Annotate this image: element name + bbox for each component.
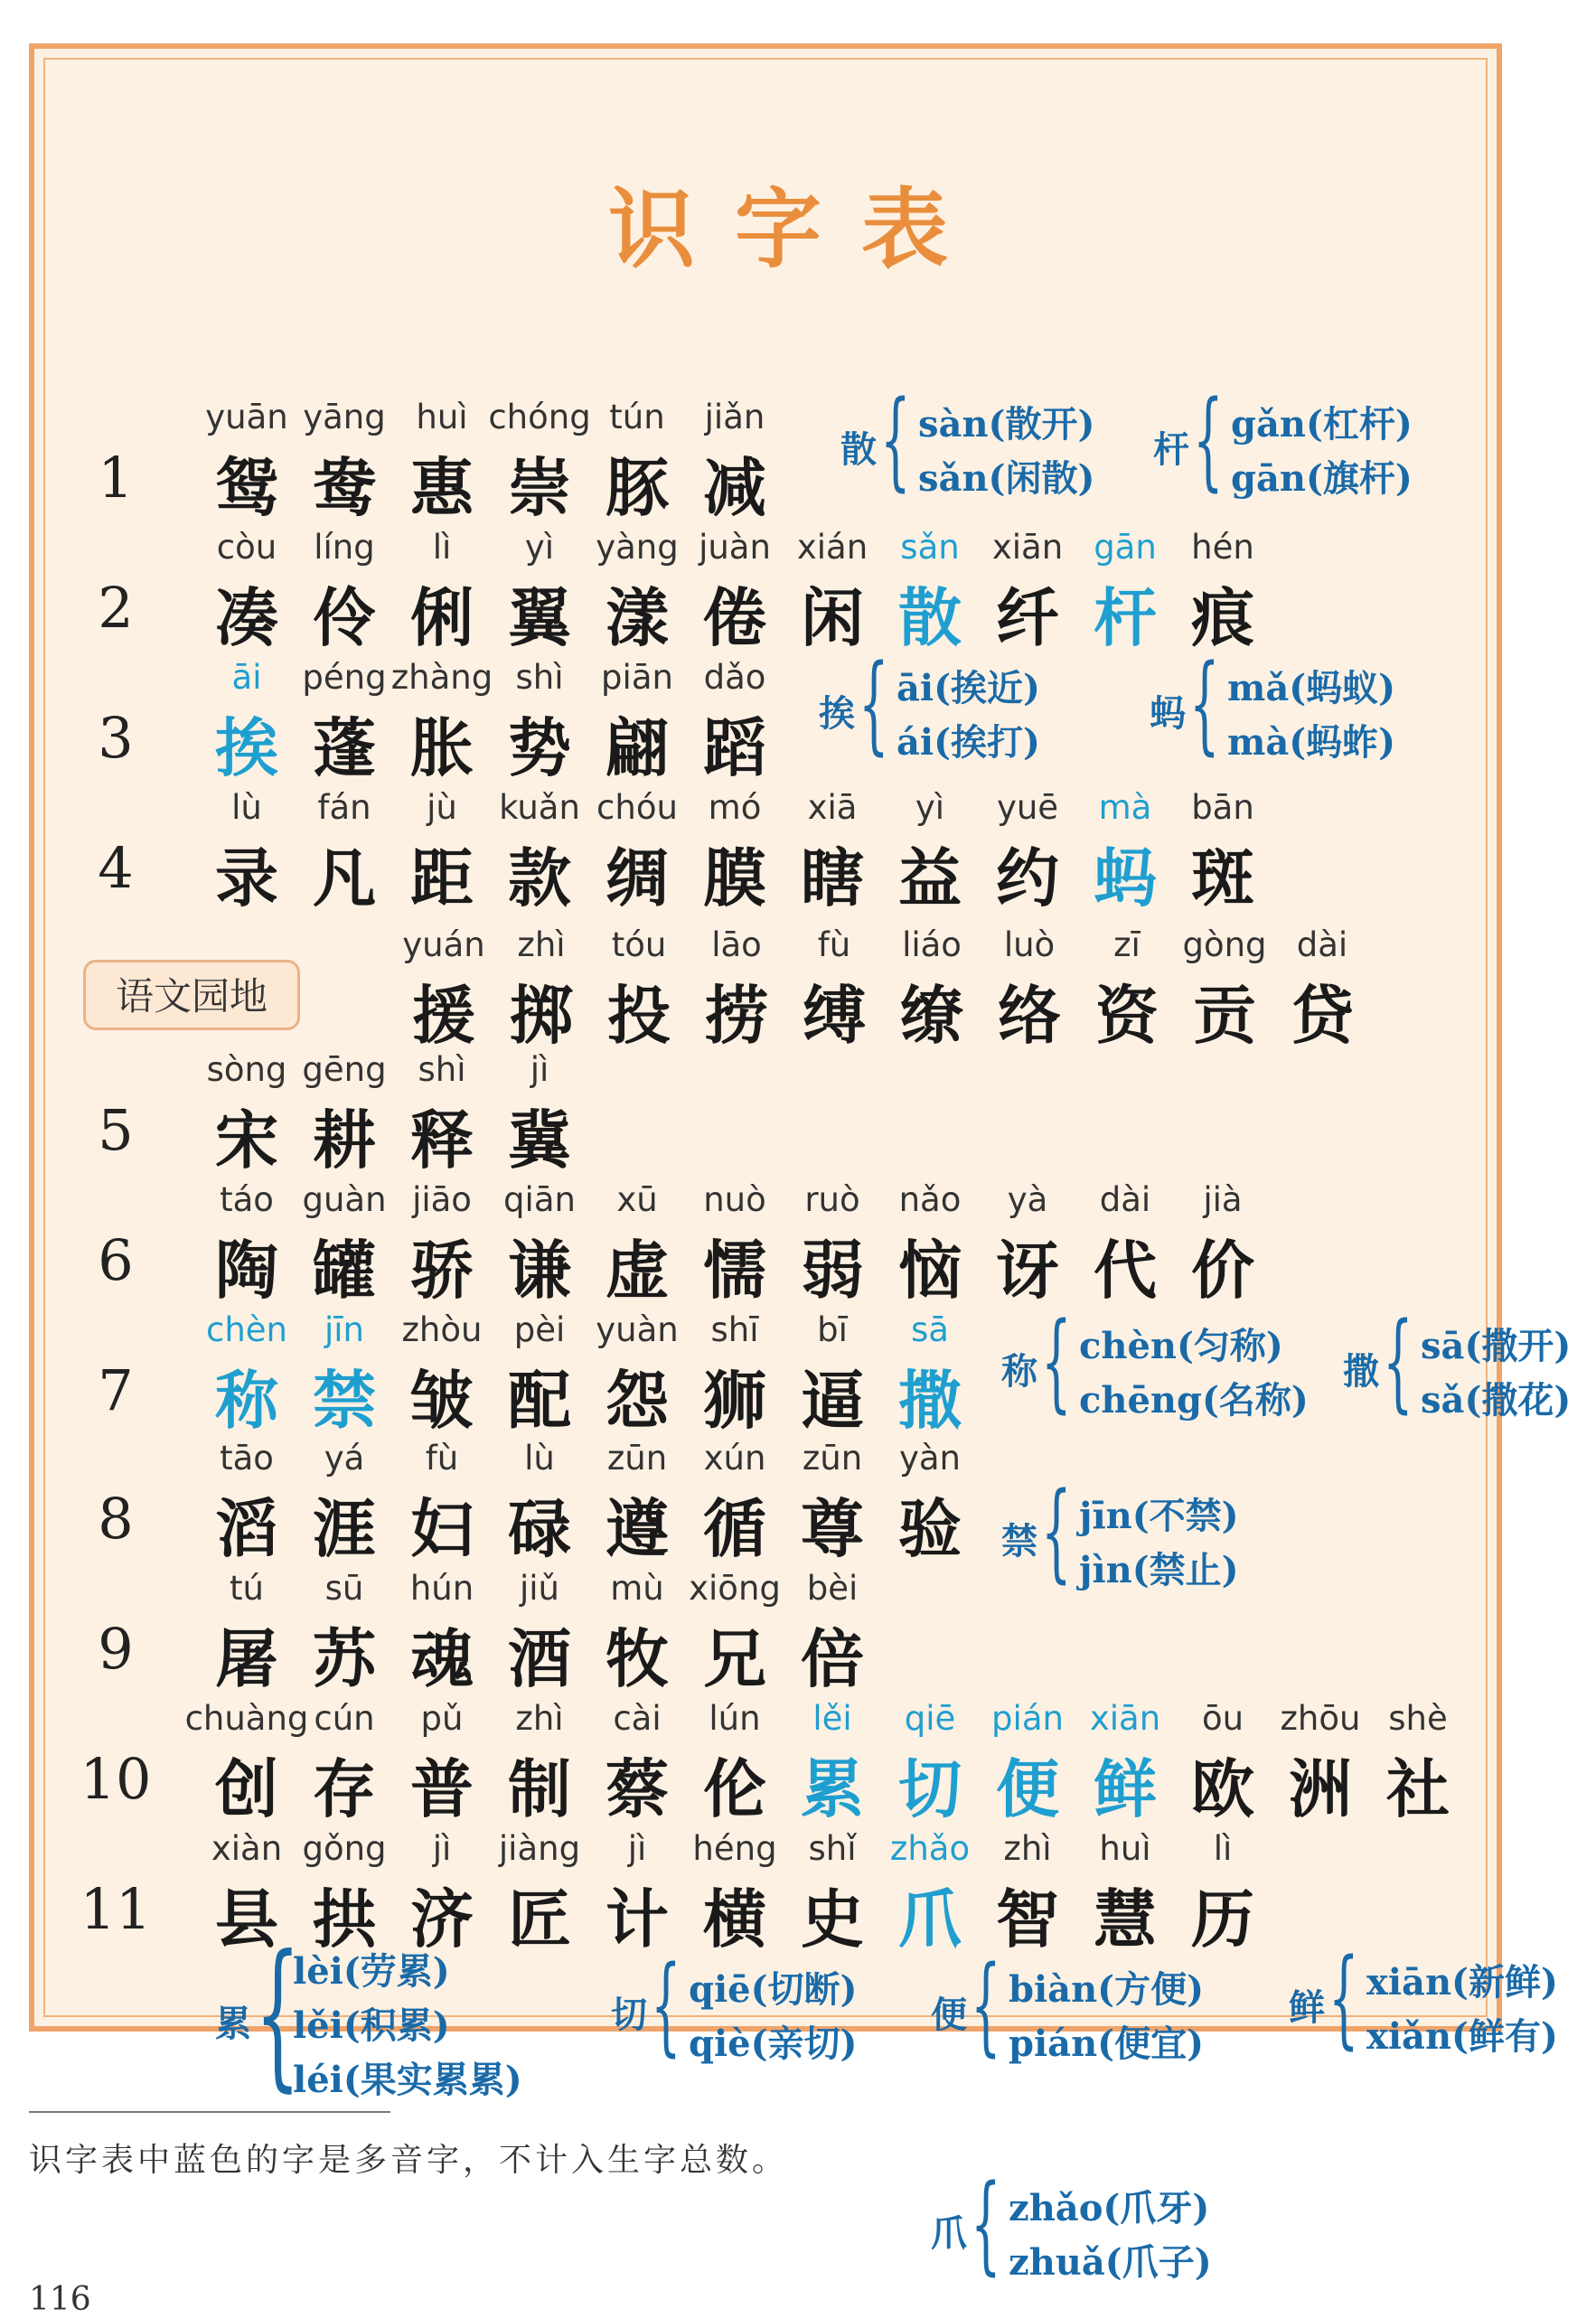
pinyin: bī bbox=[817, 1310, 848, 1349]
pinyin: pèi bbox=[513, 1310, 566, 1349]
pinyin: jiāo bbox=[412, 1180, 472, 1219]
hanzi: 惠 bbox=[410, 450, 474, 525]
polyphone-char: 称 bbox=[1001, 1350, 1037, 1393]
hanzi: 减 bbox=[703, 450, 766, 525]
pinyin: yuē bbox=[996, 788, 1059, 827]
hanzi: 捞 bbox=[705, 978, 768, 1053]
pinyin: zhì bbox=[515, 1699, 564, 1738]
polyphone-reading: xiān(新鲜) bbox=[1366, 1961, 1558, 2004]
hanzi: 牧 bbox=[606, 1621, 669, 1696]
polyphone-reading: lèi(劳累) bbox=[293, 1950, 450, 1993]
pinyin: lì bbox=[1213, 1829, 1233, 1868]
pinyin: yāng bbox=[303, 398, 386, 436]
hanzi: 纤 bbox=[996, 580, 1059, 655]
row-number: 8 bbox=[98, 1486, 134, 1552]
polyphone-char: 禁 bbox=[1001, 1520, 1037, 1563]
hanzi: 谦 bbox=[508, 1233, 571, 1308]
hanzi: 懦 bbox=[703, 1233, 766, 1308]
pinyin: zī bbox=[1113, 925, 1141, 964]
pinyin: xún bbox=[703, 1439, 766, 1478]
hanzi: 贡 bbox=[1193, 978, 1256, 1053]
hanzi: 凡 bbox=[313, 840, 376, 915]
hanzi: 妇 bbox=[410, 1491, 474, 1566]
pinyin: jiǎn bbox=[704, 398, 765, 436]
row-number: 5 bbox=[98, 1097, 134, 1163]
hanzi: 碌 bbox=[508, 1491, 571, 1566]
brace-icon: { bbox=[255, 1920, 301, 2107]
hanzi: 爪 bbox=[898, 1882, 962, 1957]
hanzi: 累 bbox=[801, 1751, 864, 1826]
pinyin: cún bbox=[314, 1699, 375, 1738]
pinyin: guàn bbox=[302, 1180, 387, 1219]
hanzi: 循 bbox=[703, 1491, 766, 1566]
hanzi: 膜 bbox=[703, 840, 766, 915]
hanzi: 逼 bbox=[801, 1363, 864, 1438]
polyphone-reading: sǎ(撒花) bbox=[1421, 1379, 1572, 1422]
pinyin: fán bbox=[317, 788, 371, 827]
pinyin: jiàng bbox=[498, 1829, 581, 1868]
pinyin: tún bbox=[609, 398, 665, 436]
polyphone-reading: gān(旗杆) bbox=[1231, 457, 1413, 500]
pinyin: lì bbox=[432, 528, 452, 567]
row-number: 7 bbox=[98, 1357, 134, 1423]
pinyin: xū bbox=[616, 1180, 658, 1219]
pinyin: héng bbox=[692, 1829, 777, 1868]
pinyin: dǎo bbox=[703, 658, 766, 697]
polyphone-reading: jīn(不禁) bbox=[1079, 1495, 1239, 1537]
polyphone-reading: léi(果实累累) bbox=[293, 2059, 522, 2101]
hanzi: 闲 bbox=[801, 580, 864, 655]
pinyin: sǎn bbox=[900, 528, 960, 567]
polyphone-reading: chèn(匀称) bbox=[1079, 1325, 1283, 1367]
brace-icon: { bbox=[1383, 1300, 1413, 1423]
hanzi: 倍 bbox=[801, 1621, 864, 1696]
hanzi: 创 bbox=[215, 1751, 278, 1826]
pinyin: jì bbox=[627, 1829, 647, 1868]
pinyin: mó bbox=[708, 788, 762, 827]
pinyin: yá bbox=[324, 1439, 365, 1478]
hanzi: 杆 bbox=[1094, 580, 1157, 655]
hanzi: 鸳 bbox=[215, 450, 278, 525]
hanzi: 恼 bbox=[898, 1233, 962, 1308]
pinyin: ruò bbox=[804, 1180, 860, 1219]
row-number: 1 bbox=[98, 445, 134, 511]
hanzi: 援 bbox=[412, 978, 475, 1053]
pinyin: sū bbox=[324, 1569, 364, 1608]
pinyin: shì bbox=[418, 1050, 466, 1089]
hanzi: 络 bbox=[998, 978, 1061, 1053]
pinyin: xiōng bbox=[689, 1569, 781, 1608]
footnote-divider bbox=[29, 2111, 390, 2113]
pinyin: yì bbox=[915, 788, 945, 827]
pinyin: ōu bbox=[1201, 1699, 1244, 1738]
pinyin: lù bbox=[524, 1439, 555, 1478]
pinyin: jià bbox=[1203, 1180, 1243, 1219]
pinyin: jù bbox=[427, 788, 457, 827]
pinyin: huì bbox=[416, 398, 468, 436]
polyphone-char: 鲜 bbox=[1289, 1986, 1325, 2029]
brace-icon: { bbox=[1328, 1936, 1359, 2060]
pinyin: yàng bbox=[596, 528, 679, 567]
hanzi: 苏 bbox=[313, 1621, 376, 1696]
pinyin: jì bbox=[530, 1050, 549, 1089]
pinyin: xiān bbox=[1089, 1699, 1161, 1738]
pinyin: lěi bbox=[812, 1699, 852, 1738]
pinyin: mù bbox=[610, 1569, 664, 1608]
pinyin: luò bbox=[1003, 925, 1056, 964]
pinyin: nǎo bbox=[898, 1180, 962, 1219]
hanzi: 智 bbox=[996, 1882, 1059, 1957]
polyphone-reading: ái(挨打) bbox=[897, 721, 1040, 764]
hanzi: 录 bbox=[215, 840, 278, 915]
hanzi: 痕 bbox=[1191, 580, 1254, 655]
hanzi: 慧 bbox=[1094, 1882, 1157, 1957]
hanzi: 讶 bbox=[996, 1233, 1059, 1308]
polyphone-reading: pián(便宜) bbox=[1009, 2022, 1205, 2065]
hanzi: 县 bbox=[215, 1882, 278, 1957]
page-title: 识字表 bbox=[608, 178, 988, 280]
polyphone-reading: xiǎn(鲜有) bbox=[1366, 2015, 1558, 2058]
pinyin: lāo bbox=[711, 925, 762, 964]
brace-icon: { bbox=[1041, 1469, 1072, 1593]
hanzi: 撒 bbox=[898, 1363, 962, 1438]
hanzi: 瞎 bbox=[801, 840, 864, 915]
pinyin: xián bbox=[796, 528, 868, 567]
row-number: 10 bbox=[80, 1746, 152, 1812]
row-number: 2 bbox=[98, 575, 134, 641]
polyphone-reading: sàn(散开) bbox=[918, 403, 1095, 446]
pinyin: zhì bbox=[517, 925, 566, 964]
pinyin: mà bbox=[1098, 788, 1152, 827]
hanzi: 投 bbox=[607, 978, 671, 1053]
hanzi: 冀 bbox=[508, 1103, 571, 1178]
polyphone-reading: zhuǎ(爪子) bbox=[1009, 2241, 1212, 2284]
hanzi: 蔡 bbox=[606, 1751, 669, 1826]
row-number: 9 bbox=[98, 1616, 134, 1682]
polyphone-char: 蚂 bbox=[1150, 692, 1186, 735]
hanzi: 距 bbox=[410, 840, 474, 915]
pinyin: nuò bbox=[703, 1180, 766, 1219]
hanzi: 挨 bbox=[215, 710, 278, 785]
pinyin: yà bbox=[1007, 1180, 1048, 1219]
pinyin: lún bbox=[709, 1699, 761, 1738]
pinyin: piān bbox=[601, 658, 673, 697]
hanzi: 蹈 bbox=[703, 710, 766, 785]
pinyin: shǐ bbox=[808, 1829, 857, 1868]
hanzi: 兄 bbox=[703, 1621, 766, 1696]
hanzi: 缚 bbox=[803, 978, 866, 1053]
pinyin: pián bbox=[991, 1699, 1064, 1738]
hanzi: 历 bbox=[1191, 1882, 1254, 1957]
pinyin: zūn bbox=[802, 1439, 863, 1478]
hanzi: 蓬 bbox=[313, 710, 376, 785]
hanzi: 倦 bbox=[703, 580, 766, 655]
pinyin: jīn bbox=[324, 1310, 364, 1349]
hanzi: 济 bbox=[410, 1882, 474, 1957]
hanzi: 罐 bbox=[313, 1233, 376, 1308]
hanzi: 代 bbox=[1094, 1233, 1157, 1308]
pinyin: hún bbox=[409, 1569, 474, 1608]
hanzi: 缭 bbox=[900, 978, 963, 1053]
pinyin: péng bbox=[302, 658, 387, 697]
polyphone-reading: gǎn(杠杆) bbox=[1231, 403, 1413, 446]
hanzi: 酒 bbox=[508, 1621, 571, 1696]
hanzi: 称 bbox=[215, 1363, 278, 1438]
hanzi: 怨 bbox=[606, 1363, 669, 1438]
pinyin: juàn bbox=[699, 528, 771, 567]
hanzi: 存 bbox=[313, 1751, 376, 1826]
hanzi: 斑 bbox=[1191, 840, 1254, 915]
pinyin: fù bbox=[425, 1439, 459, 1478]
pinyin: yàn bbox=[898, 1439, 962, 1478]
pinyin: yì bbox=[524, 528, 555, 567]
polyphone-reading: biàn(方便) bbox=[1009, 1968, 1205, 2011]
pinyin: huì bbox=[1099, 1829, 1151, 1868]
pinyin: gēng bbox=[302, 1050, 387, 1089]
hanzi: 欧 bbox=[1191, 1751, 1254, 1826]
pinyin: chóng bbox=[488, 398, 591, 436]
hanzi: 横 bbox=[703, 1882, 766, 1957]
pinyin: jiǔ bbox=[519, 1569, 559, 1608]
brace-icon: { bbox=[1041, 1300, 1072, 1423]
polyphone-reading: sǎn(闲散) bbox=[918, 457, 1095, 500]
hanzi: 涯 bbox=[313, 1491, 376, 1566]
polyphone-char: 散 bbox=[840, 428, 877, 471]
hanzi: 宋 bbox=[215, 1103, 278, 1178]
polyphone-char: 爪 bbox=[931, 2212, 967, 2255]
hanzi: 制 bbox=[508, 1751, 571, 1826]
polyphone-char: 便 bbox=[931, 1994, 967, 2036]
brace-icon: { bbox=[971, 1943, 1001, 2067]
hanzi: 洲 bbox=[1289, 1751, 1352, 1826]
pinyin: chóu bbox=[596, 788, 678, 827]
pinyin: gān bbox=[1094, 528, 1157, 567]
hanzi: 蚂 bbox=[1094, 840, 1157, 915]
pinyin: hén bbox=[1191, 528, 1254, 567]
hanzi: 鲜 bbox=[1094, 1751, 1157, 1826]
hanzi: 魂 bbox=[410, 1621, 474, 1696]
brace-icon: { bbox=[651, 1943, 681, 2067]
hanzi: 骄 bbox=[410, 1233, 474, 1308]
hanzi: 禁 bbox=[313, 1363, 376, 1438]
hanzi: 势 bbox=[508, 710, 571, 785]
page-number: 116 bbox=[29, 2281, 91, 2318]
row-number: 11 bbox=[80, 1876, 152, 1942]
hanzi: 价 bbox=[1191, 1233, 1254, 1308]
hanzi: 款 bbox=[508, 840, 571, 915]
hanzi: 弱 bbox=[801, 1233, 864, 1308]
hanzi: 散 bbox=[898, 580, 962, 655]
hanzi: 贷 bbox=[1291, 978, 1354, 1053]
brace-icon: { bbox=[859, 642, 889, 765]
pinyin: kuǎn bbox=[499, 788, 580, 827]
hanzi: 约 bbox=[996, 840, 1059, 915]
pinyin: zhōu bbox=[1280, 1699, 1361, 1738]
polyphone-reading: āi(挨近) bbox=[897, 667, 1040, 709]
polyphone-reading: lěi(积累) bbox=[293, 2004, 450, 2047]
brace-icon: { bbox=[1193, 378, 1224, 502]
hanzi: 俐 bbox=[410, 580, 474, 655]
hanzi: 计 bbox=[606, 1882, 669, 1957]
pinyin: tú bbox=[230, 1569, 264, 1608]
pinyin: zhàng bbox=[390, 658, 493, 697]
hanzi: 普 bbox=[410, 1751, 474, 1826]
pinyin: āi bbox=[231, 658, 262, 697]
pinyin: sā bbox=[911, 1310, 949, 1349]
hanzi: 耕 bbox=[313, 1103, 376, 1178]
pinyin: shī bbox=[710, 1310, 759, 1349]
hanzi: 绸 bbox=[606, 840, 669, 915]
pinyin: qiān bbox=[503, 1180, 576, 1219]
pinyin: xiān bbox=[991, 528, 1064, 567]
pinyin: zhǎo bbox=[889, 1829, 971, 1868]
hanzi: 释 bbox=[410, 1103, 474, 1178]
hanzi: 滔 bbox=[215, 1491, 278, 1566]
pinyin: cài bbox=[613, 1699, 662, 1738]
chinese-garden-label: 语文园地 bbox=[83, 960, 300, 1030]
polyphone-reading: sā(撒开) bbox=[1421, 1325, 1572, 1367]
hanzi: 伦 bbox=[703, 1751, 766, 1826]
hanzi: 尊 bbox=[801, 1491, 864, 1566]
pinyin: shè bbox=[1388, 1699, 1448, 1738]
hanzi: 崇 bbox=[508, 450, 571, 525]
pinyin: qiē bbox=[904, 1699, 956, 1738]
row-number: 4 bbox=[98, 835, 134, 901]
polyphone-reading: mà(蚂蚱) bbox=[1227, 721, 1396, 764]
hanzi: 鸯 bbox=[313, 450, 376, 525]
hanzi: 配 bbox=[508, 1363, 571, 1438]
pinyin: shì bbox=[515, 658, 564, 697]
row-number: 6 bbox=[98, 1227, 134, 1293]
pinyin: chèn bbox=[205, 1310, 287, 1349]
polyphone-char: 挨 bbox=[819, 692, 855, 735]
hanzi: 陶 bbox=[215, 1233, 278, 1308]
hanzi: 社 bbox=[1386, 1751, 1450, 1826]
pinyin: zūn bbox=[606, 1439, 668, 1478]
pinyin: táo bbox=[220, 1180, 274, 1219]
polyphone-reading: zhǎo(爪牙) bbox=[1009, 2187, 1210, 2229]
hanzi: 狮 bbox=[703, 1363, 766, 1438]
hanzi: 豚 bbox=[606, 450, 669, 525]
brace-icon: { bbox=[880, 378, 911, 502]
pinyin: xiàn bbox=[211, 1829, 283, 1868]
hanzi: 资 bbox=[1095, 978, 1159, 1053]
pinyin: sòng bbox=[206, 1050, 287, 1089]
pinyin: dài bbox=[1296, 925, 1348, 964]
brace-icon: { bbox=[1189, 642, 1220, 765]
pinyin: tóu bbox=[611, 925, 667, 964]
hanzi: 验 bbox=[898, 1491, 962, 1566]
pinyin: gǒng bbox=[302, 1829, 387, 1868]
pinyin: yuán bbox=[402, 925, 485, 964]
pinyin: jì bbox=[432, 1829, 452, 1868]
pinyin: tāo bbox=[220, 1439, 274, 1478]
hanzi: 益 bbox=[898, 840, 962, 915]
hanzi: 匠 bbox=[508, 1882, 571, 1957]
pinyin: yuān bbox=[205, 398, 288, 436]
hanzi: 翼 bbox=[508, 580, 571, 655]
polyphone-char: 累 bbox=[215, 2003, 251, 2045]
pinyin: líng bbox=[314, 528, 375, 567]
pinyin: pǔ bbox=[420, 1699, 464, 1738]
hanzi: 伶 bbox=[313, 580, 376, 655]
hanzi: 切 bbox=[898, 1751, 962, 1826]
polyphone-reading: qiē(切断) bbox=[689, 1968, 858, 2011]
footnote: 识字表中蓝色的字是多音字，不计入生字总数。 bbox=[29, 2142, 789, 2179]
pinyin: gòng bbox=[1182, 925, 1267, 964]
hanzi: 遵 bbox=[606, 1491, 669, 1566]
polyphone-char: 杆 bbox=[1153, 428, 1189, 471]
pinyin: chuàng bbox=[184, 1699, 309, 1738]
brace-icon: { bbox=[971, 2162, 1001, 2285]
hanzi: 屠 bbox=[215, 1621, 278, 1696]
hanzi: 掷 bbox=[510, 978, 573, 1053]
polyphone-char: 撒 bbox=[1343, 1350, 1379, 1393]
hanzi: 史 bbox=[801, 1882, 864, 1957]
hanzi: 皱 bbox=[410, 1363, 474, 1438]
pinyin: dài bbox=[1099, 1180, 1151, 1219]
polyphone-reading: chēng(名称) bbox=[1079, 1379, 1309, 1422]
pinyin: liáo bbox=[902, 925, 962, 964]
hanzi: 虚 bbox=[606, 1233, 669, 1308]
pinyin: bèi bbox=[806, 1569, 859, 1608]
pinyin: yuàn bbox=[596, 1310, 679, 1349]
pinyin: xiā bbox=[807, 788, 858, 827]
hanzi: 翩 bbox=[606, 710, 669, 785]
pinyin: bān bbox=[1191, 788, 1254, 827]
row-number: 3 bbox=[98, 705, 134, 771]
hanzi: 拱 bbox=[313, 1882, 376, 1957]
hanzi: 胀 bbox=[410, 710, 474, 785]
hanzi: 漾 bbox=[606, 580, 669, 655]
polyphone-char: 切 bbox=[611, 1994, 647, 2036]
polyphone-reading: qiè(亲切) bbox=[689, 2022, 858, 2065]
pinyin: zhòu bbox=[401, 1310, 483, 1349]
pinyin: fù bbox=[817, 925, 851, 964]
hanzi: 便 bbox=[996, 1751, 1059, 1826]
pinyin: zhì bbox=[1003, 1829, 1052, 1868]
polyphone-reading: jìn(禁止) bbox=[1079, 1549, 1239, 1591]
pinyin: lù bbox=[231, 788, 262, 827]
hanzi: 凑 bbox=[215, 580, 278, 655]
polyphone-reading: mǎ(蚂蚁) bbox=[1227, 667, 1396, 709]
pinyin: còu bbox=[216, 528, 277, 567]
